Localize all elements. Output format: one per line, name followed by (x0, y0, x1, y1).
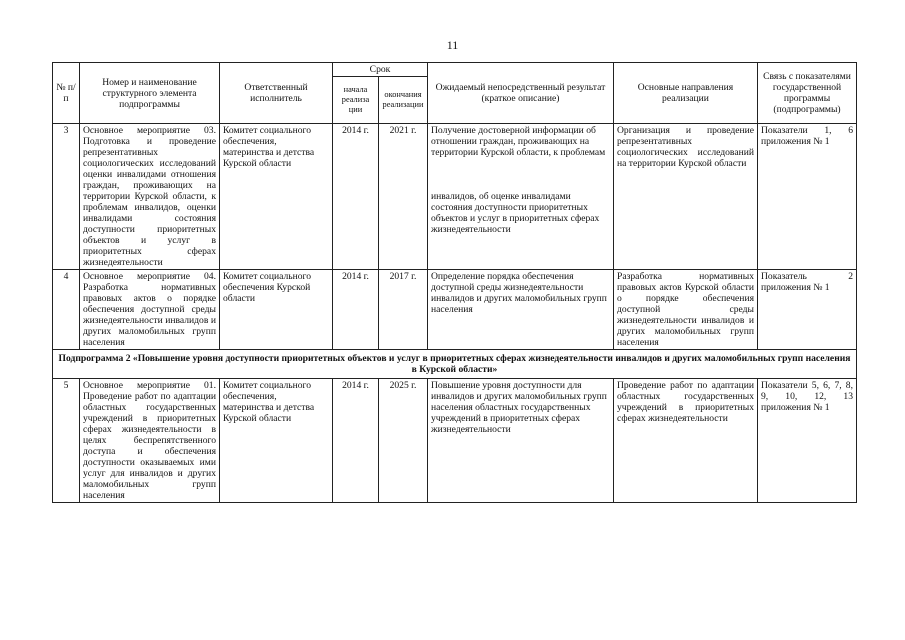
row-start: 2014 г. (333, 270, 379, 350)
subprogram-row (53, 350, 857, 379)
row-num: 5 (53, 379, 80, 503)
row-link: Показатели 1, 6 приложения № 1 (758, 124, 857, 270)
row-link: Показатели 5, 6, 7, 8, 9, 10, 12, 13 приложения № 1 (758, 379, 857, 503)
table-row (53, 379, 857, 503)
header-term: Срок (333, 63, 428, 77)
row-responsible: Комитет социального обеспечения, материнства и детства Курской области (220, 124, 333, 270)
row-element-name: Основное мероприятие 03. Подготовка и проведение репрезентативных социологических исследований оценки инвалидами отношения граждан, проживающих на территории Курской области, к проблемам инвалидов, оценки инвалидами состояния доступности приоритетных объектов и услуг в приоритетных сферах жизнедеятельности (80, 124, 220, 270)
header-row (53, 63, 857, 77)
header-expected-result: Ожидаемый непосредственный результат (краткое описание) (428, 63, 614, 124)
activities-table (52, 62, 857, 503)
row-directions: Организация и проведение репрезентативных социологических исследований на территории Курской области (614, 124, 758, 270)
row-end: 2021 г. (379, 124, 428, 270)
row-result-part1: Получение достоверной информации об отношении граждан, проживающих на территории Курской области, к проблемам (431, 125, 606, 158)
row-element-name: Основное мероприятие 04. Разработка нормативных правовых актов о порядке обеспечения доступной среды жизнедеятельности инвалидов и других маломобильных групп населения (80, 270, 220, 350)
row-start: 2014 г. (333, 379, 379, 503)
row-num: 4 (53, 270, 80, 350)
row-expected-result (428, 124, 614, 270)
row-element-name: Основное мероприятие 01. Проведение работ по адаптации областных государственных учреждений в приоритетных сферах жизнедеятельности в целях беспрепятственного доступа и обеспечения доступности оказываемых ими услуг для инвалидов и других маломобильных групп населения (80, 379, 220, 503)
page-number: 11 (446, 38, 459, 52)
row-expected-result: Определение порядка обеспечения доступной среды жизнедеятельности инвалидов и других маломобильных групп населения (428, 270, 614, 350)
row-end: 2025 г. (379, 379, 428, 503)
row-link: Показатель 2 приложения № 1 (758, 270, 857, 350)
row-result-part2: инвалидов, об оценке инвалидами состояния доступности приоритетных объектов и услуг в приоритетных сферах жизнедеятельности (431, 191, 600, 235)
table-row (53, 124, 857, 270)
row-num: 3 (53, 124, 80, 270)
header-element-name: Номер и наименование структурного элемента подпрограммы (80, 63, 220, 124)
header-directions: Основные направления реализации (614, 63, 758, 124)
row-directions: Проведение работ по адаптации областных государственных учреждений в приоритетных сферах жизнедеятельности (614, 379, 758, 503)
header-term-end: окончания реализации (379, 77, 428, 124)
row-end: 2017 г. (379, 270, 428, 350)
table-row (53, 270, 857, 350)
row-responsible: Комитет социального обеспечения Курской области (220, 270, 333, 350)
row-expected-result: Повышение уровня доступности для инвалидов и других маломобильных групп населения областных государственных учреждений в приоритетных сферах жизнедеятельности (428, 379, 614, 503)
header-link-indicators: Связь с показателями государственной программы (подпрограммы) (758, 63, 857, 124)
row-directions: Разработка нормативных правовых актов Курской области о порядке обеспечения доступной среды жизнедеятельности инвалидов и других маломобильных групп населения (614, 270, 758, 350)
header-term-start: начала реализа ции (333, 77, 379, 124)
subprogram-title: Подпрограмма 2 «Повышение уровня доступности приоритетных объектов и услуг в приоритетных сферах жизнедеятельности инвалидов и других маломобильных групп населения в Курской области» (53, 350, 857, 379)
row-start: 2014 г. (333, 124, 379, 270)
row-responsible: Комитет социального обеспечения, материнства и детства Курской области (220, 379, 333, 503)
header-responsible: Ответственный исполнитель (220, 63, 333, 124)
header-num: № п/п (53, 63, 80, 124)
